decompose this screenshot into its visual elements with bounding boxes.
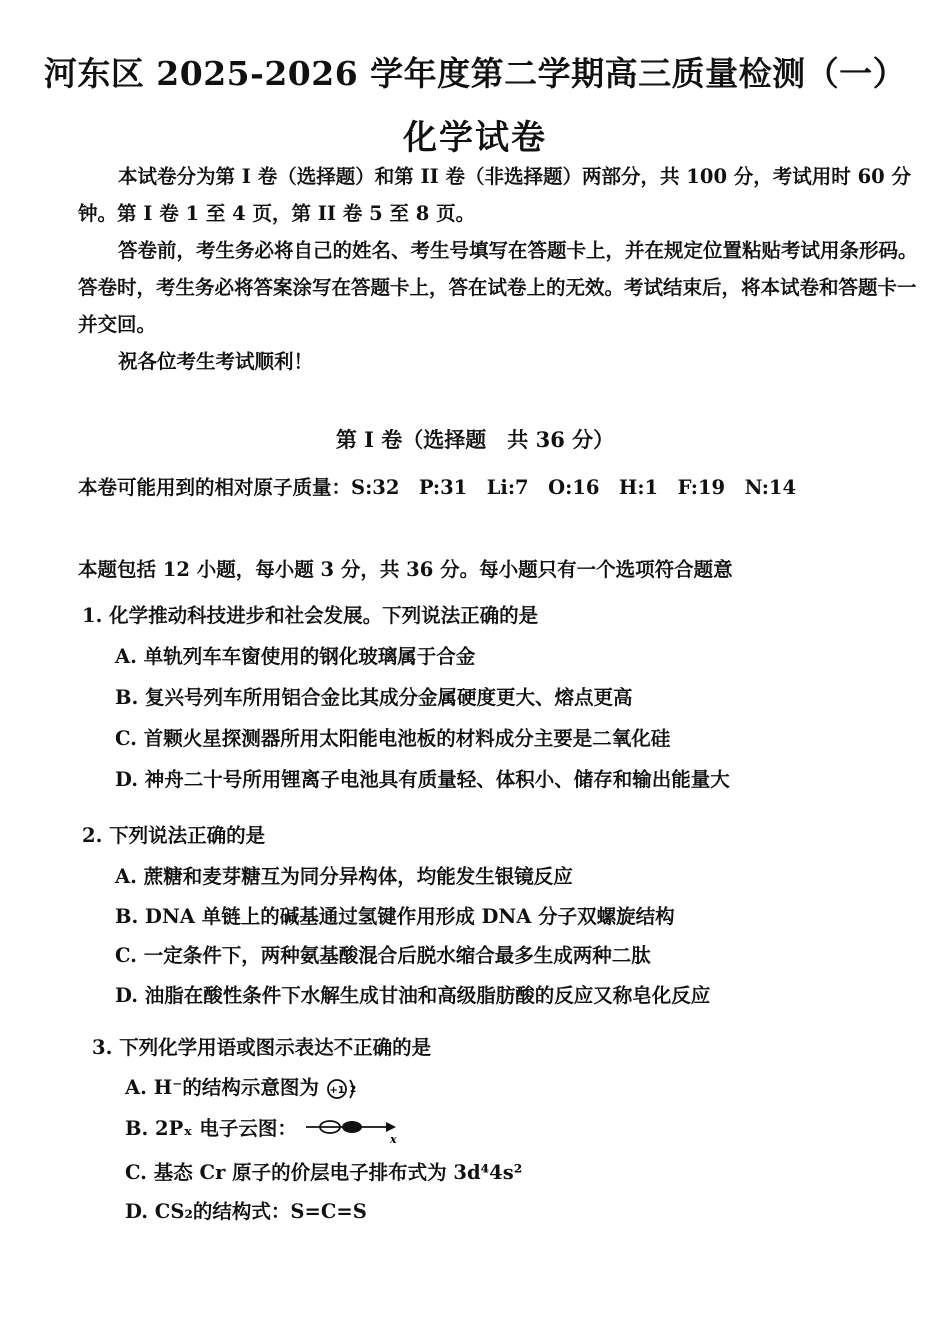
axis-label: x: [389, 1132, 397, 1145]
question-3-option-a-text: A. H⁻的结构示意图为: [125, 1076, 319, 1099]
question-3-option-b-text: B. 2Pₓ 电子云图：: [125, 1117, 297, 1140]
atom-structure-icon: [326, 1075, 366, 1103]
question-3-option-c: C. 基态 Cr 原子的价层电子排布式为 3d⁴4s²: [125, 1161, 523, 1184]
nucleus-charge: +1: [329, 1084, 345, 1096]
question-2-option-b: B. DNA 单链上的碱基通过氢键作用形成 DNA 分子双螺旋结构: [115, 905, 675, 928]
question-1-option-b: B. 复兴号列车所用铝合金比其成分金属硬度更大、熔点更高: [115, 686, 633, 709]
question-2-stem: 2. 下列说法正确的是: [82, 824, 266, 847]
question-2-option-d: D. 油脂在酸性条件下水解生成甘油和高级脂肪酸的反应又称皂化反应: [115, 984, 711, 1007]
subject-title: 化学试卷: [403, 118, 547, 158]
svg-text:2: 2: [349, 1084, 356, 1095]
question-1-option-a: A. 单轨列车车窗使用的钢化玻璃属于合金: [115, 645, 476, 668]
question-1-option-c: C. 首颗火星探测器所用太阳能电池板的材料成分主要是二氧化硅: [115, 727, 671, 750]
section-heading: 第 I 卷（选择题 共 36 分）: [335, 427, 615, 452]
exam-title: 河东区 2025-2026 学年度第二学期高三质量检测（一）: [43, 54, 907, 93]
intro-paragraph-2: 答卷前，考生务必将自己的姓名、考生号填写在答题卡上，并在规定位置粘贴考试用条形码。答卷时，考生务必将答案涂写在答题卡上，答在试卷上的无效。考试结束后，将本试卷和答题卡一并交回。: [78, 239, 918, 336]
question-2-option-c: C. 一定条件下，两种氨基酸混合后脱水缩合最多生成两种二肽: [115, 944, 651, 967]
question-1-stem: 1. 化学推动科技进步和社会发展。下列说法正确的是: [82, 604, 539, 627]
intro-paragraph-1: 本试卷分为第 I 卷（选择题）和第 II 卷（非选择题）两部分，共 100 分，考试用时 60 分钟。第 I 卷 1 至 4 页，第 II 卷 5 至 8 页。: [78, 165, 912, 225]
electron-cloud-icon: [304, 1115, 404, 1145]
atomic-masses: 本卷可能用到的相对原子质量：S:32 P:31 Li:7 O:16 H:1 F:19 N:14: [78, 476, 797, 499]
intro-paragraph-3: 祝各位考生考试顺利！: [118, 350, 314, 373]
question-1-option-d: D. 神舟二十号所用锂离子电池具有质量轻、体积小、储存和输出能量大: [115, 768, 730, 791]
question-3-option-b: [125, 1113, 404, 1145]
question-2-option-a: A. 蔗糖和麦芽糖互为同分异构体，均能发生银镜反应: [115, 865, 573, 888]
question-3-option-a: [125, 1072, 366, 1103]
question-3-stem: 3. 下列化学用语或图示表达不正确的是: [92, 1036, 432, 1059]
section-instructions: 本题包括 12 小题，每小题 3 分，共 36 分。每小题只有一个选项符合题意: [78, 558, 733, 581]
intro-block: [78, 158, 923, 380]
question-3-option-d: D. CS₂的结构式：S=C=S: [125, 1200, 367, 1223]
